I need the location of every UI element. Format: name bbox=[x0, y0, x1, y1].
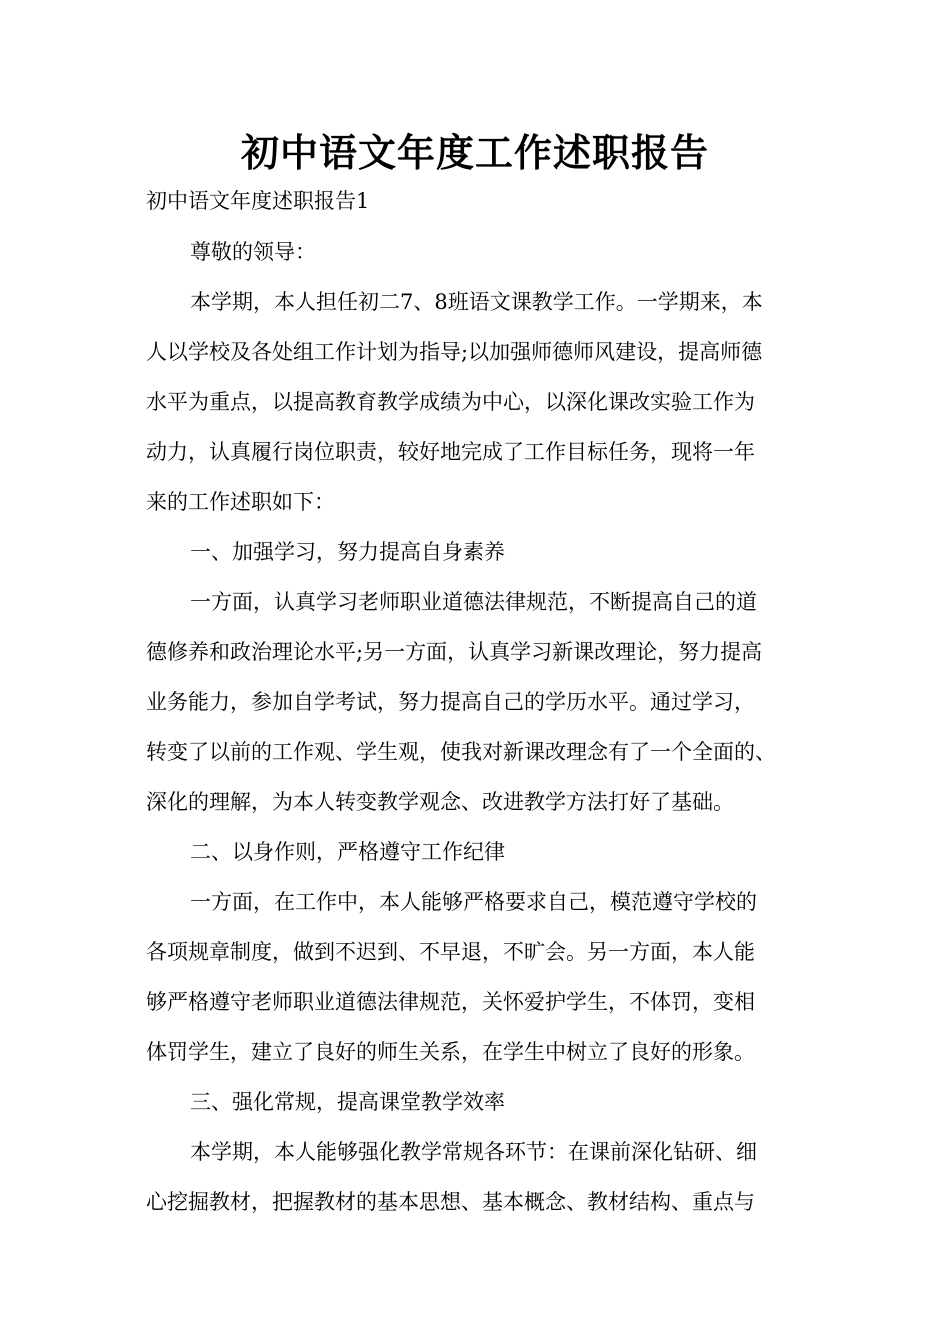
section-heading: 二、以身作则，严格遵守工作纪律 bbox=[190, 840, 505, 864]
paragraph-line: 一方面，认真学习老师职业道德法律规范，不断提高自己的道 bbox=[190, 590, 757, 614]
salutation: 尊敬的领导： bbox=[190, 240, 316, 264]
paragraph-line: 德修养和政治理论水平;另一方面，认真学习新课改理论，努力提高 bbox=[146, 640, 763, 664]
paragraph-line: 来的工作述职如下： bbox=[146, 490, 335, 514]
paragraph-line: 体罚学生，建立了良好的师生关系，在学生中树立了良好的形象。 bbox=[146, 1040, 755, 1064]
document-subtitle: 初中语文年度述职报告1 bbox=[146, 189, 370, 213]
paragraph-line: 水平为重点，以提高教育教学成绩为中心，以深化课改实验工作为 bbox=[146, 390, 755, 414]
paragraph-line: 本学期，本人担任初二7、8班语文课教学工作。一学期来，本 bbox=[190, 290, 763, 314]
paragraph-line: 人以学校及各处组工作计划为指导;以加强师德师风建设，提高师德 bbox=[146, 340, 763, 364]
paragraph-line: 本学期，本人能够强化教学常规各环节：在课前深化钻研、细 bbox=[190, 1140, 757, 1164]
section-heading: 三、强化常规，提高课堂教学效率 bbox=[190, 1090, 505, 1114]
section-heading: 一、加强学习，努力提高自身素养 bbox=[190, 540, 505, 564]
paragraph-line: 各项规章制度，做到不迟到、不早退，不旷会。另一方面，本人能 bbox=[146, 940, 755, 964]
paragraph-line: 一方面，在工作中，本人能够严格要求自己，模范遵守学校的 bbox=[190, 890, 757, 914]
paragraph-line: 动力，认真履行岗位职责，较好地完成了工作目标任务，现将一年 bbox=[146, 440, 755, 464]
paragraph-line: 业务能力，参加自学考试，努力提高自己的学历水平。通过学习， bbox=[146, 690, 755, 714]
paragraph-line: 够严格遵守老师职业道德法律规范，关怀爱护学生，不体罚，变相 bbox=[146, 990, 755, 1014]
document-title: 初中语文年度工作述职报告 bbox=[240, 130, 709, 175]
paragraph-line: 深化的理解，为本人转变教学观念、改进教学方法打好了基础。 bbox=[146, 790, 734, 814]
paragraph-line: 心挖掘教材，把握教材的基本思想、基本概念、教材结构、重点与 bbox=[146, 1190, 755, 1214]
paragraph-line: 转变了以前的工作观、学生观，使我对新课改理念有了一个全面的、 bbox=[146, 740, 776, 764]
